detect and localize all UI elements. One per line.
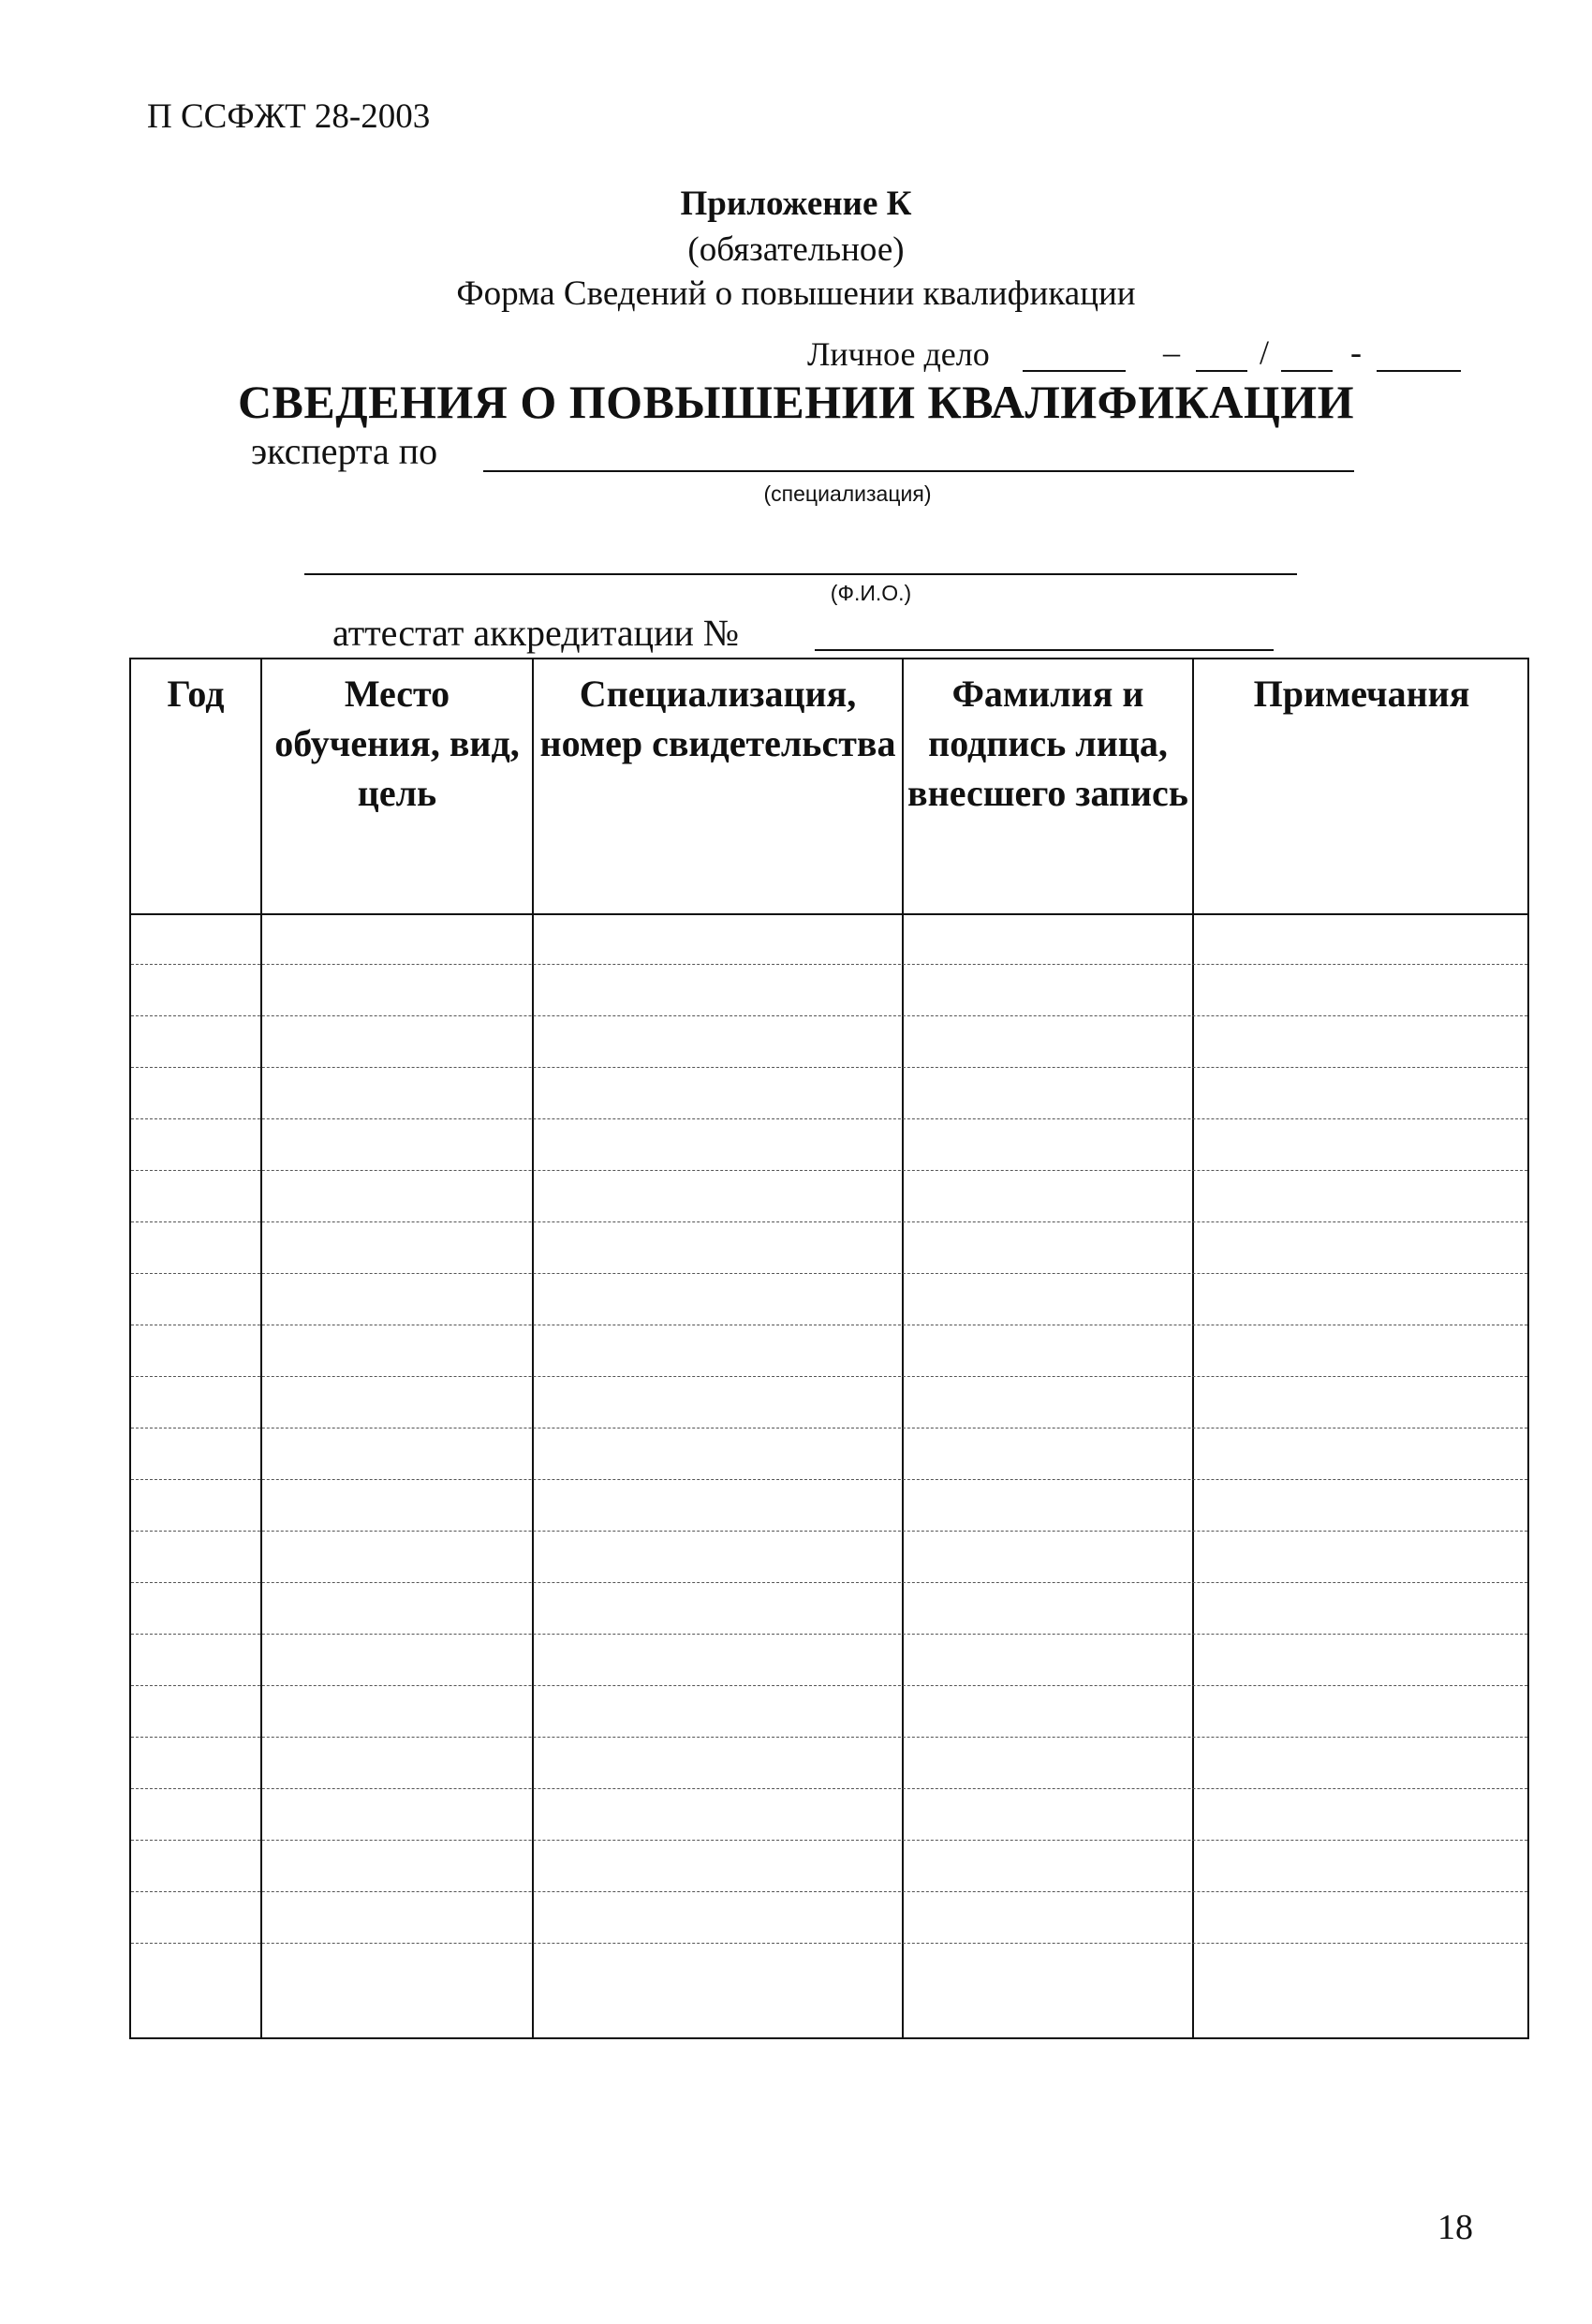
table-row[interactable]	[131, 1376, 1527, 1377]
certificate-number-field[interactable]	[815, 649, 1274, 651]
column-header-place: Место обучения, вид, цель	[274, 673, 520, 814]
table-row[interactable]	[131, 1685, 1527, 1686]
specialization-caption: (специализация)	[763, 481, 932, 506]
column-header-specialization: Специализация, номер свидетельства	[539, 673, 896, 764]
form-title: СВЕДЕНИЯ О ПОВЫШЕНИИ КВАЛИФИКАЦИИ	[237, 376, 1355, 428]
column-header-signature: Фамилия и подпись лица, внесшего запись	[907, 673, 1188, 814]
case-number-blank-3[interactable]	[1281, 370, 1333, 372]
certificate-label: аттестат аккредитации №	[332, 612, 740, 654]
case-number-blank-1[interactable]	[1023, 370, 1126, 372]
case-dash: –	[1163, 333, 1180, 371]
table-row[interactable]	[131, 1118, 1527, 1119]
specialization-field[interactable]	[483, 470, 1354, 472]
fio-field[interactable]	[304, 573, 1297, 575]
expert-label: эксперта по	[251, 430, 438, 472]
table-row[interactable]	[131, 1221, 1527, 1222]
column-divider	[902, 659, 904, 2037]
appendix-title: Приложение К	[680, 185, 912, 223]
table-row[interactable]	[131, 1788, 1527, 1789]
table-row[interactable]	[131, 1634, 1527, 1635]
case-number-blank-4[interactable]	[1377, 370, 1461, 372]
header-separator	[131, 913, 1527, 915]
table-row[interactable]	[131, 1067, 1527, 1068]
page-number: 18	[1437, 2208, 1473, 2247]
case-number-blank-2[interactable]	[1196, 370, 1247, 372]
qualification-table	[129, 658, 1529, 2039]
column-divider	[1192, 659, 1194, 2037]
table-row[interactable]	[131, 1531, 1527, 1532]
document-code: П ССФЖТ 28-2003	[147, 97, 431, 136]
appendix-kind: (обязательное)	[687, 230, 905, 269]
table-row[interactable]	[131, 1170, 1527, 1171]
column-divider	[260, 659, 262, 2037]
table-row[interactable]	[131, 1479, 1527, 1480]
case-slash: /	[1260, 333, 1270, 371]
fio-caption: (Ф.И.О.)	[830, 581, 912, 605]
case-hyphen: -	[1350, 333, 1362, 371]
column-divider	[532, 659, 534, 2037]
table-row[interactable]	[131, 1015, 1527, 1016]
personal-case-label: Личное дело	[807, 335, 990, 373]
table-row[interactable]	[131, 1737, 1527, 1738]
table-row[interactable]	[131, 1840, 1527, 1841]
table-row[interactable]	[131, 1891, 1527, 1892]
table-row[interactable]	[131, 964, 1527, 965]
table-row[interactable]	[131, 1582, 1527, 1583]
column-header-notes: Примечания	[1253, 673, 1470, 715]
appendix-form-name: Форма Сведений о повышении квалификации	[456, 274, 1136, 313]
table-row[interactable]	[131, 1943, 1527, 1944]
column-header-year: Год	[167, 673, 225, 715]
table-row[interactable]	[131, 1273, 1527, 1274]
